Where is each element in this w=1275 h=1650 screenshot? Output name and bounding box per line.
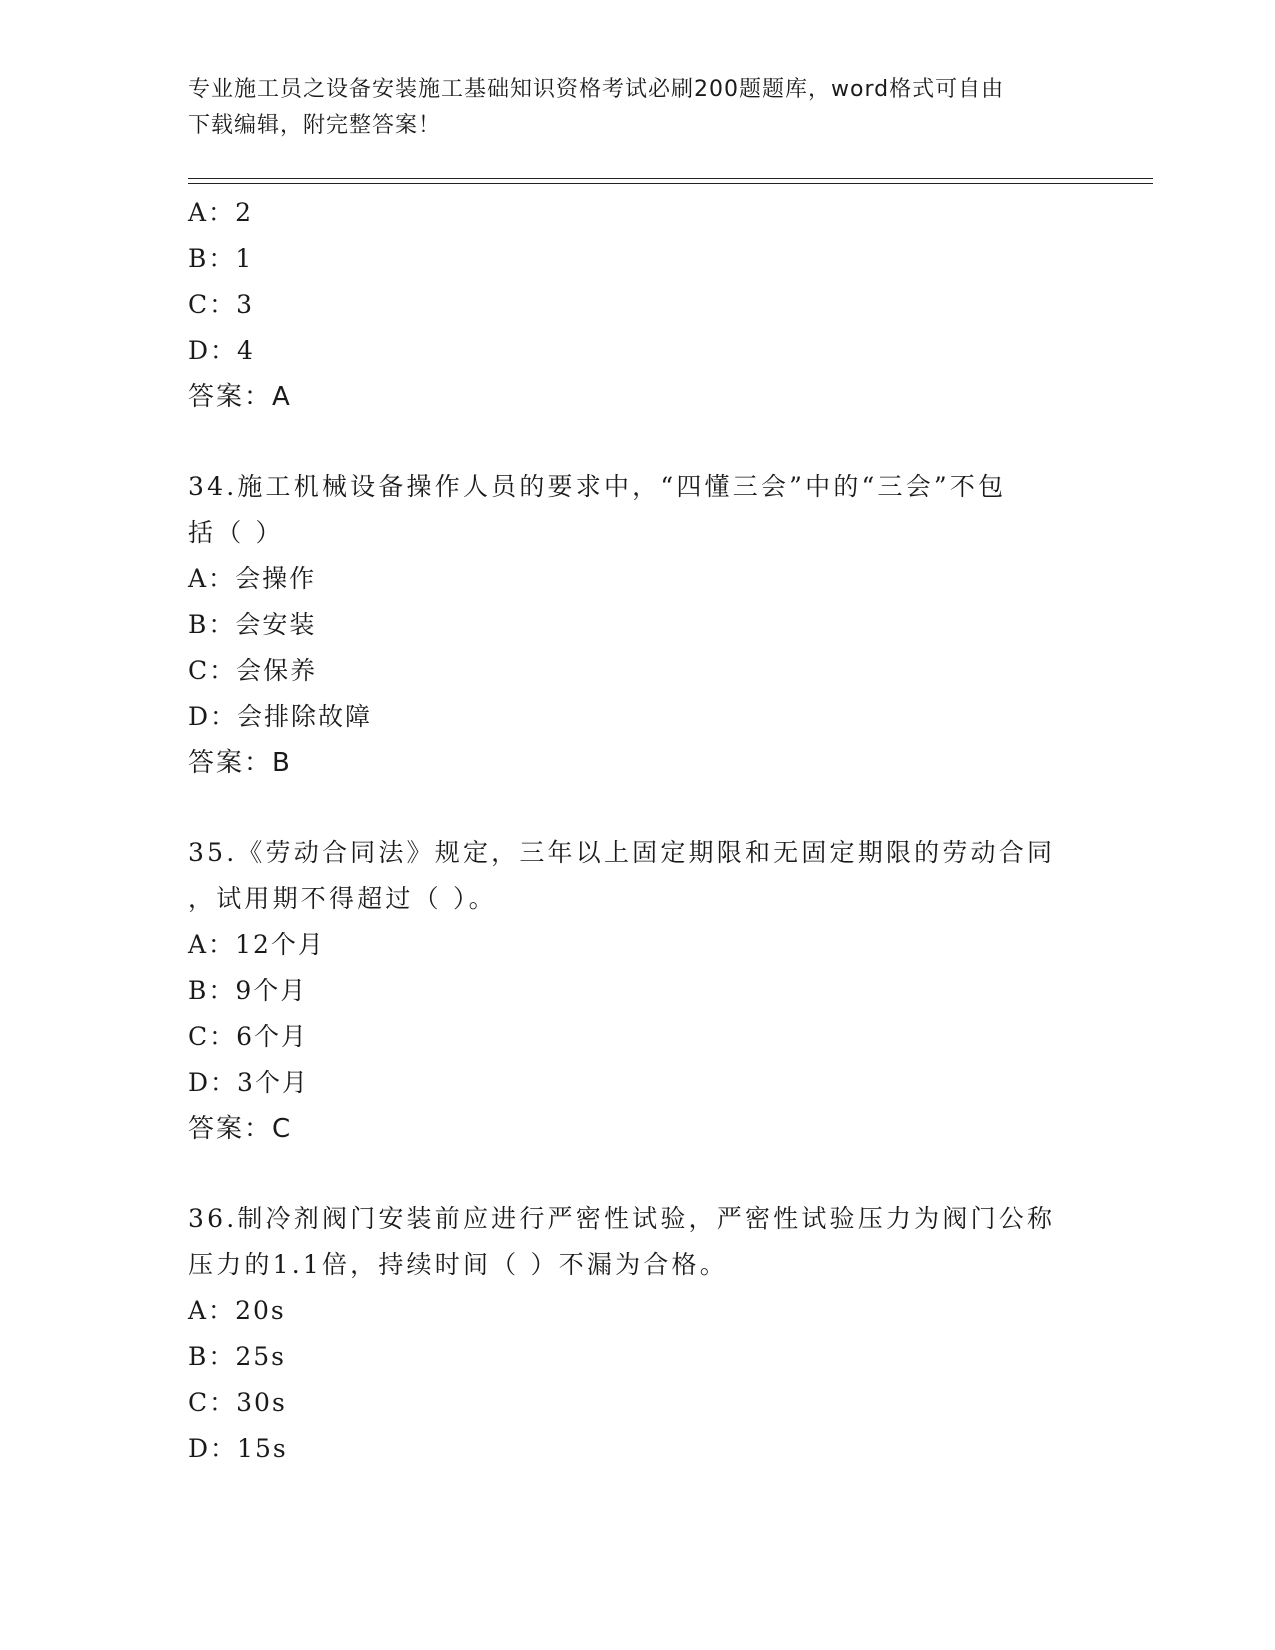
question-35 (188, 830, 1088, 1152)
option-label: C： (188, 1388, 237, 1417)
answer: 答案：C (188, 1114, 293, 1144)
option-text: 9个月 (235, 976, 308, 1005)
option-text: 6个月 (236, 1022, 309, 1051)
option-c (188, 1014, 1088, 1060)
header-rule-bottom (188, 183, 1153, 184)
option-a (188, 190, 1088, 236)
option-text: 会保养 (236, 656, 318, 685)
answer: 答案：A (188, 382, 292, 412)
option-label: C： (188, 656, 237, 685)
question-text-line-2: 括（ ） (188, 518, 284, 547)
header-rule-top (188, 178, 1153, 179)
option-text: 3个月 (237, 1068, 309, 1097)
option-text: 20s (235, 1296, 286, 1325)
question-text-line-1: 34.施工机械设备操作人员的要求中，“四懂三会”中的“三会”不包 (188, 472, 1007, 501)
option-d (188, 328, 1088, 374)
option-label: B： (188, 976, 236, 1005)
option-text: 15s (237, 1434, 288, 1463)
option-d (188, 694, 1088, 740)
option-label: B： (188, 244, 236, 273)
option-d (188, 1060, 1088, 1106)
option-a (188, 1288, 1088, 1334)
question-33 (188, 190, 1088, 420)
option-text: 25s (235, 1342, 287, 1371)
option-label: C： (188, 1022, 237, 1051)
option-label: D： (188, 336, 238, 365)
option-text: 会操作 (235, 564, 317, 593)
option-label: D： (188, 702, 238, 731)
question-34 (188, 464, 1088, 786)
option-a (188, 922, 1088, 968)
question-text-line-1: 36.制冷剂阀门安装前应进行严密性试验，严密性试验压力为阀门公称 (188, 1204, 1056, 1233)
header-line-2: 下载编辑，附完整答案！ (188, 113, 442, 138)
header-line-1: 专业施工员之设备安装施工基础知识资格考试必刷200题题库，word格式可自由 (188, 77, 1005, 102)
question-36 (188, 1196, 1088, 1472)
option-text: 12个月 (235, 930, 325, 959)
option-text: 30s (236, 1388, 287, 1417)
option-b (188, 602, 1088, 648)
option-label: B： (188, 610, 236, 639)
option-c (188, 648, 1088, 694)
option-text: 1 (235, 244, 254, 273)
option-b (188, 1334, 1088, 1380)
question-text-line-1: 35.《劳动合同法》规定，三年以上固定期限和无固定期限的劳动合同 (188, 838, 1056, 867)
option-c (188, 1380, 1088, 1426)
option-text: 会排除故障 (237, 702, 373, 731)
option-b (188, 968, 1088, 1014)
option-b (188, 236, 1088, 282)
question-text-line-2: 压力的1.1倍，持续时间（ ）不漏为合格。 (188, 1250, 728, 1279)
option-d (188, 1426, 1088, 1472)
option-a (188, 556, 1088, 602)
option-text: 会安装 (235, 610, 317, 639)
question-list (188, 190, 1088, 1472)
option-text: 2 (235, 198, 253, 227)
answer: 答案：B (188, 748, 292, 778)
option-label: A： (188, 198, 236, 227)
question-text-line-2: ，试用期不得超过（ ）。 (188, 884, 497, 913)
option-text: 4 (237, 336, 255, 365)
option-label: A： (188, 564, 236, 593)
option-c (188, 282, 1088, 328)
option-label: C： (188, 290, 237, 319)
option-label: A： (188, 1296, 236, 1325)
option-text: 3 (236, 290, 255, 319)
option-label: D： (188, 1068, 238, 1097)
option-label: A： (188, 930, 236, 959)
option-label: D： (188, 1434, 238, 1463)
option-label: B： (188, 1342, 236, 1371)
document-header (188, 72, 1078, 144)
